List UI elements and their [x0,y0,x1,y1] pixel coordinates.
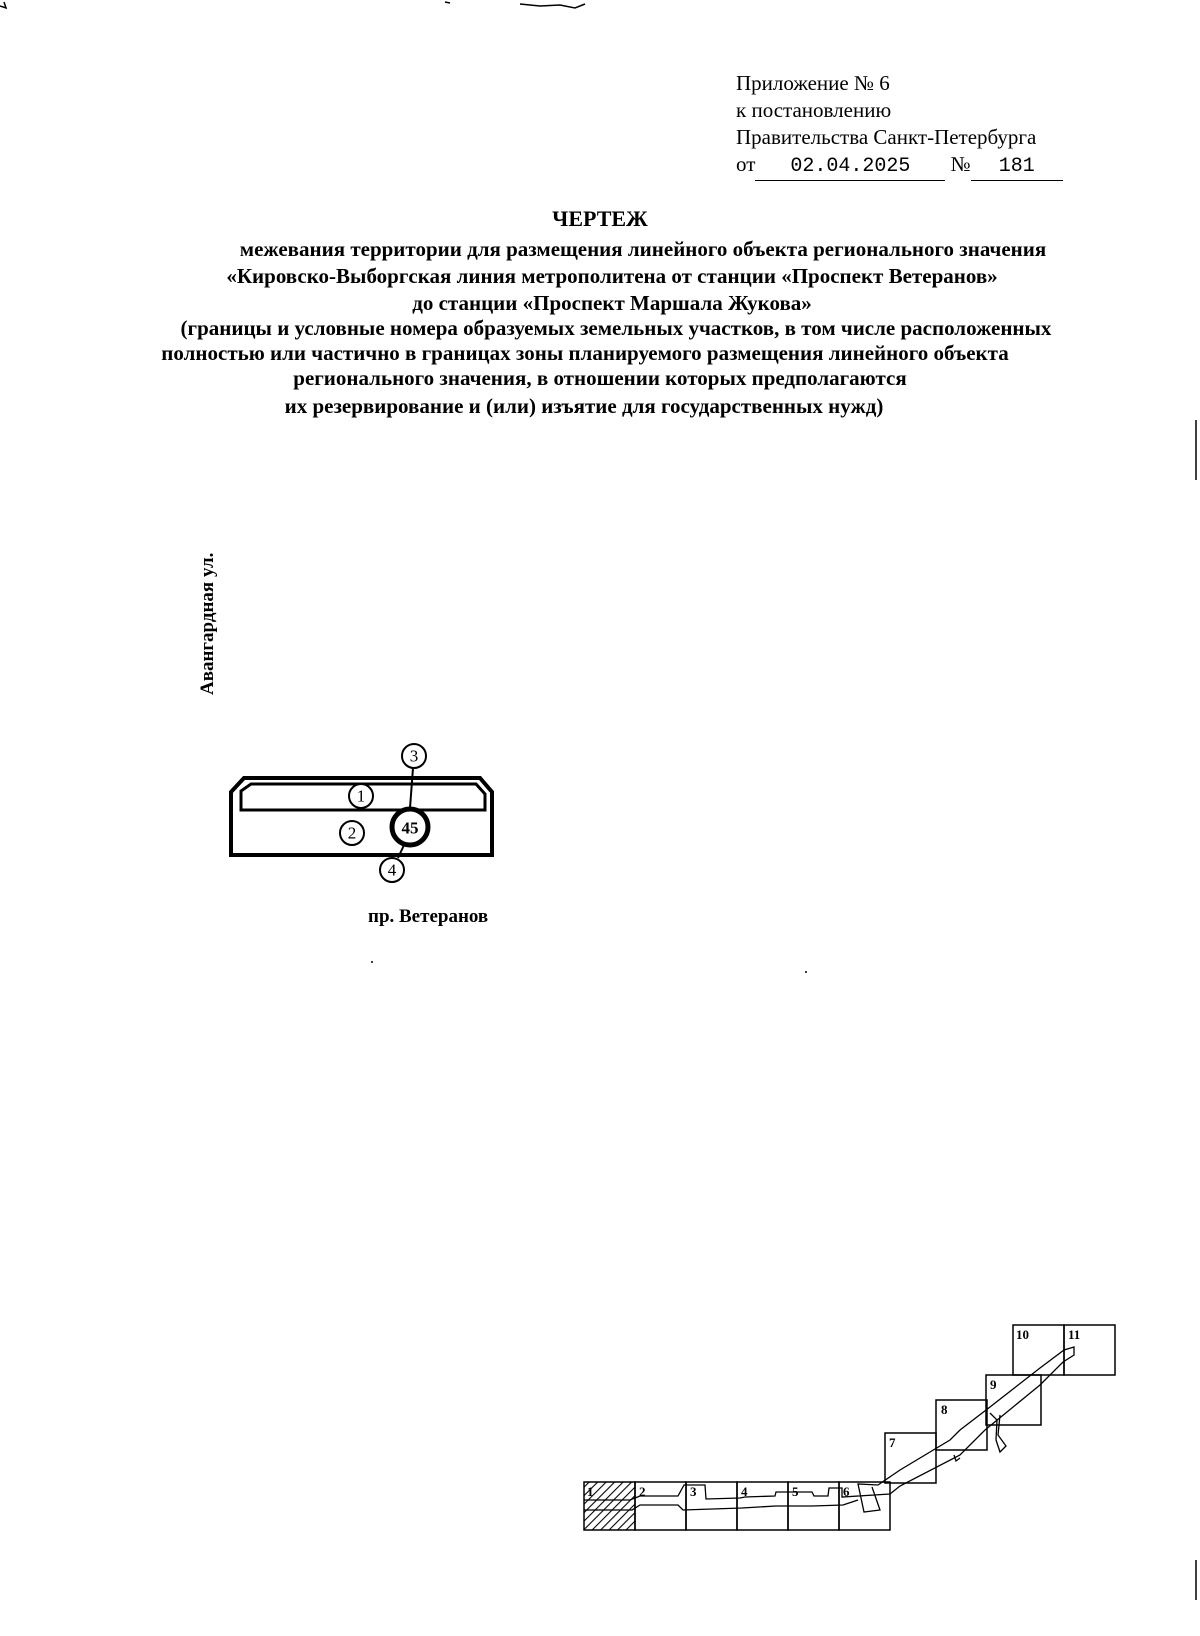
parcel-1-label: 1 [356,786,366,806]
sheet-index-map [584,1325,1115,1530]
street-label-veteranov: пр. Ветеранов [368,906,489,927]
appendix-resolution: к постановлению [736,98,892,122]
sheet-3-number: 3 [690,1484,697,1499]
parcel-1-marker [349,784,373,808]
sheet-7-number: 7 [889,1435,896,1450]
resolution-number: 181 [971,153,1063,181]
title-line-5: полностью или частично в границах зоны планируемого размещения линейного объекта [161,341,1009,365]
sheet-8-number: 8 [941,1402,948,1417]
parcel-3-marker [402,744,426,768]
date-prefix: от [736,152,756,176]
title-line-1: межевания территории для размещения линейного объекта регионального значения [239,237,1047,261]
parcel-2-marker [340,821,364,845]
parcel-labels [340,744,426,882]
sheet-4-number: 4 [741,1484,748,1499]
parcel-drawing [231,768,492,858]
sheet-1-number: 1 [587,1484,594,1499]
metro-line-trace [584,1347,1074,1512]
leader-3 [410,768,413,808]
scan-dots [371,961,807,973]
appendix-number: Приложение № 6 [736,71,890,95]
sheet-10-number: 10 [1016,1327,1029,1342]
drawing-heading: ЧЕРТЕЖ [552,206,648,231]
sheet-9-number: 9 [990,1377,997,1392]
parcel-2-label: 2 [347,823,357,843]
parcel-3-label: 3 [409,746,419,766]
parcel-4-marker [380,858,404,882]
title-line-4: (границы и условные номера образуемых земельных участков, в том числе расположенных [180,316,1052,340]
title-line-6: регионального значения, в отношении которых предполагаются [293,366,907,390]
sheet-5-number: 5 [792,1484,799,1499]
parcel-45-label: 45 [401,818,419,838]
sheet-11-number: 11 [1068,1327,1081,1342]
appendix-government: Правительства Санкт-Петербурга [736,125,1037,149]
sheet-2-number: 2 [639,1484,646,1499]
number-prefix: № [950,152,971,176]
title-line-3: до станции «Проспект Маршала Жукова» [412,291,812,315]
parcel-4-label: 4 [387,860,397,880]
street-label-avangardnaya: Авангардная ул. [197,552,218,695]
scan-artifacts [0,2,1196,1600]
title-line-2: «Кировско-Выборгская линия метрополитена от станции «Проспект Ветеранов» [226,264,998,288]
title-line-7: их резервирование и (или) изъятие для государственных нужд) [284,394,884,418]
resolution-date: 02.04.2025 [755,153,945,181]
sheet-6-number: 6 [843,1484,850,1499]
